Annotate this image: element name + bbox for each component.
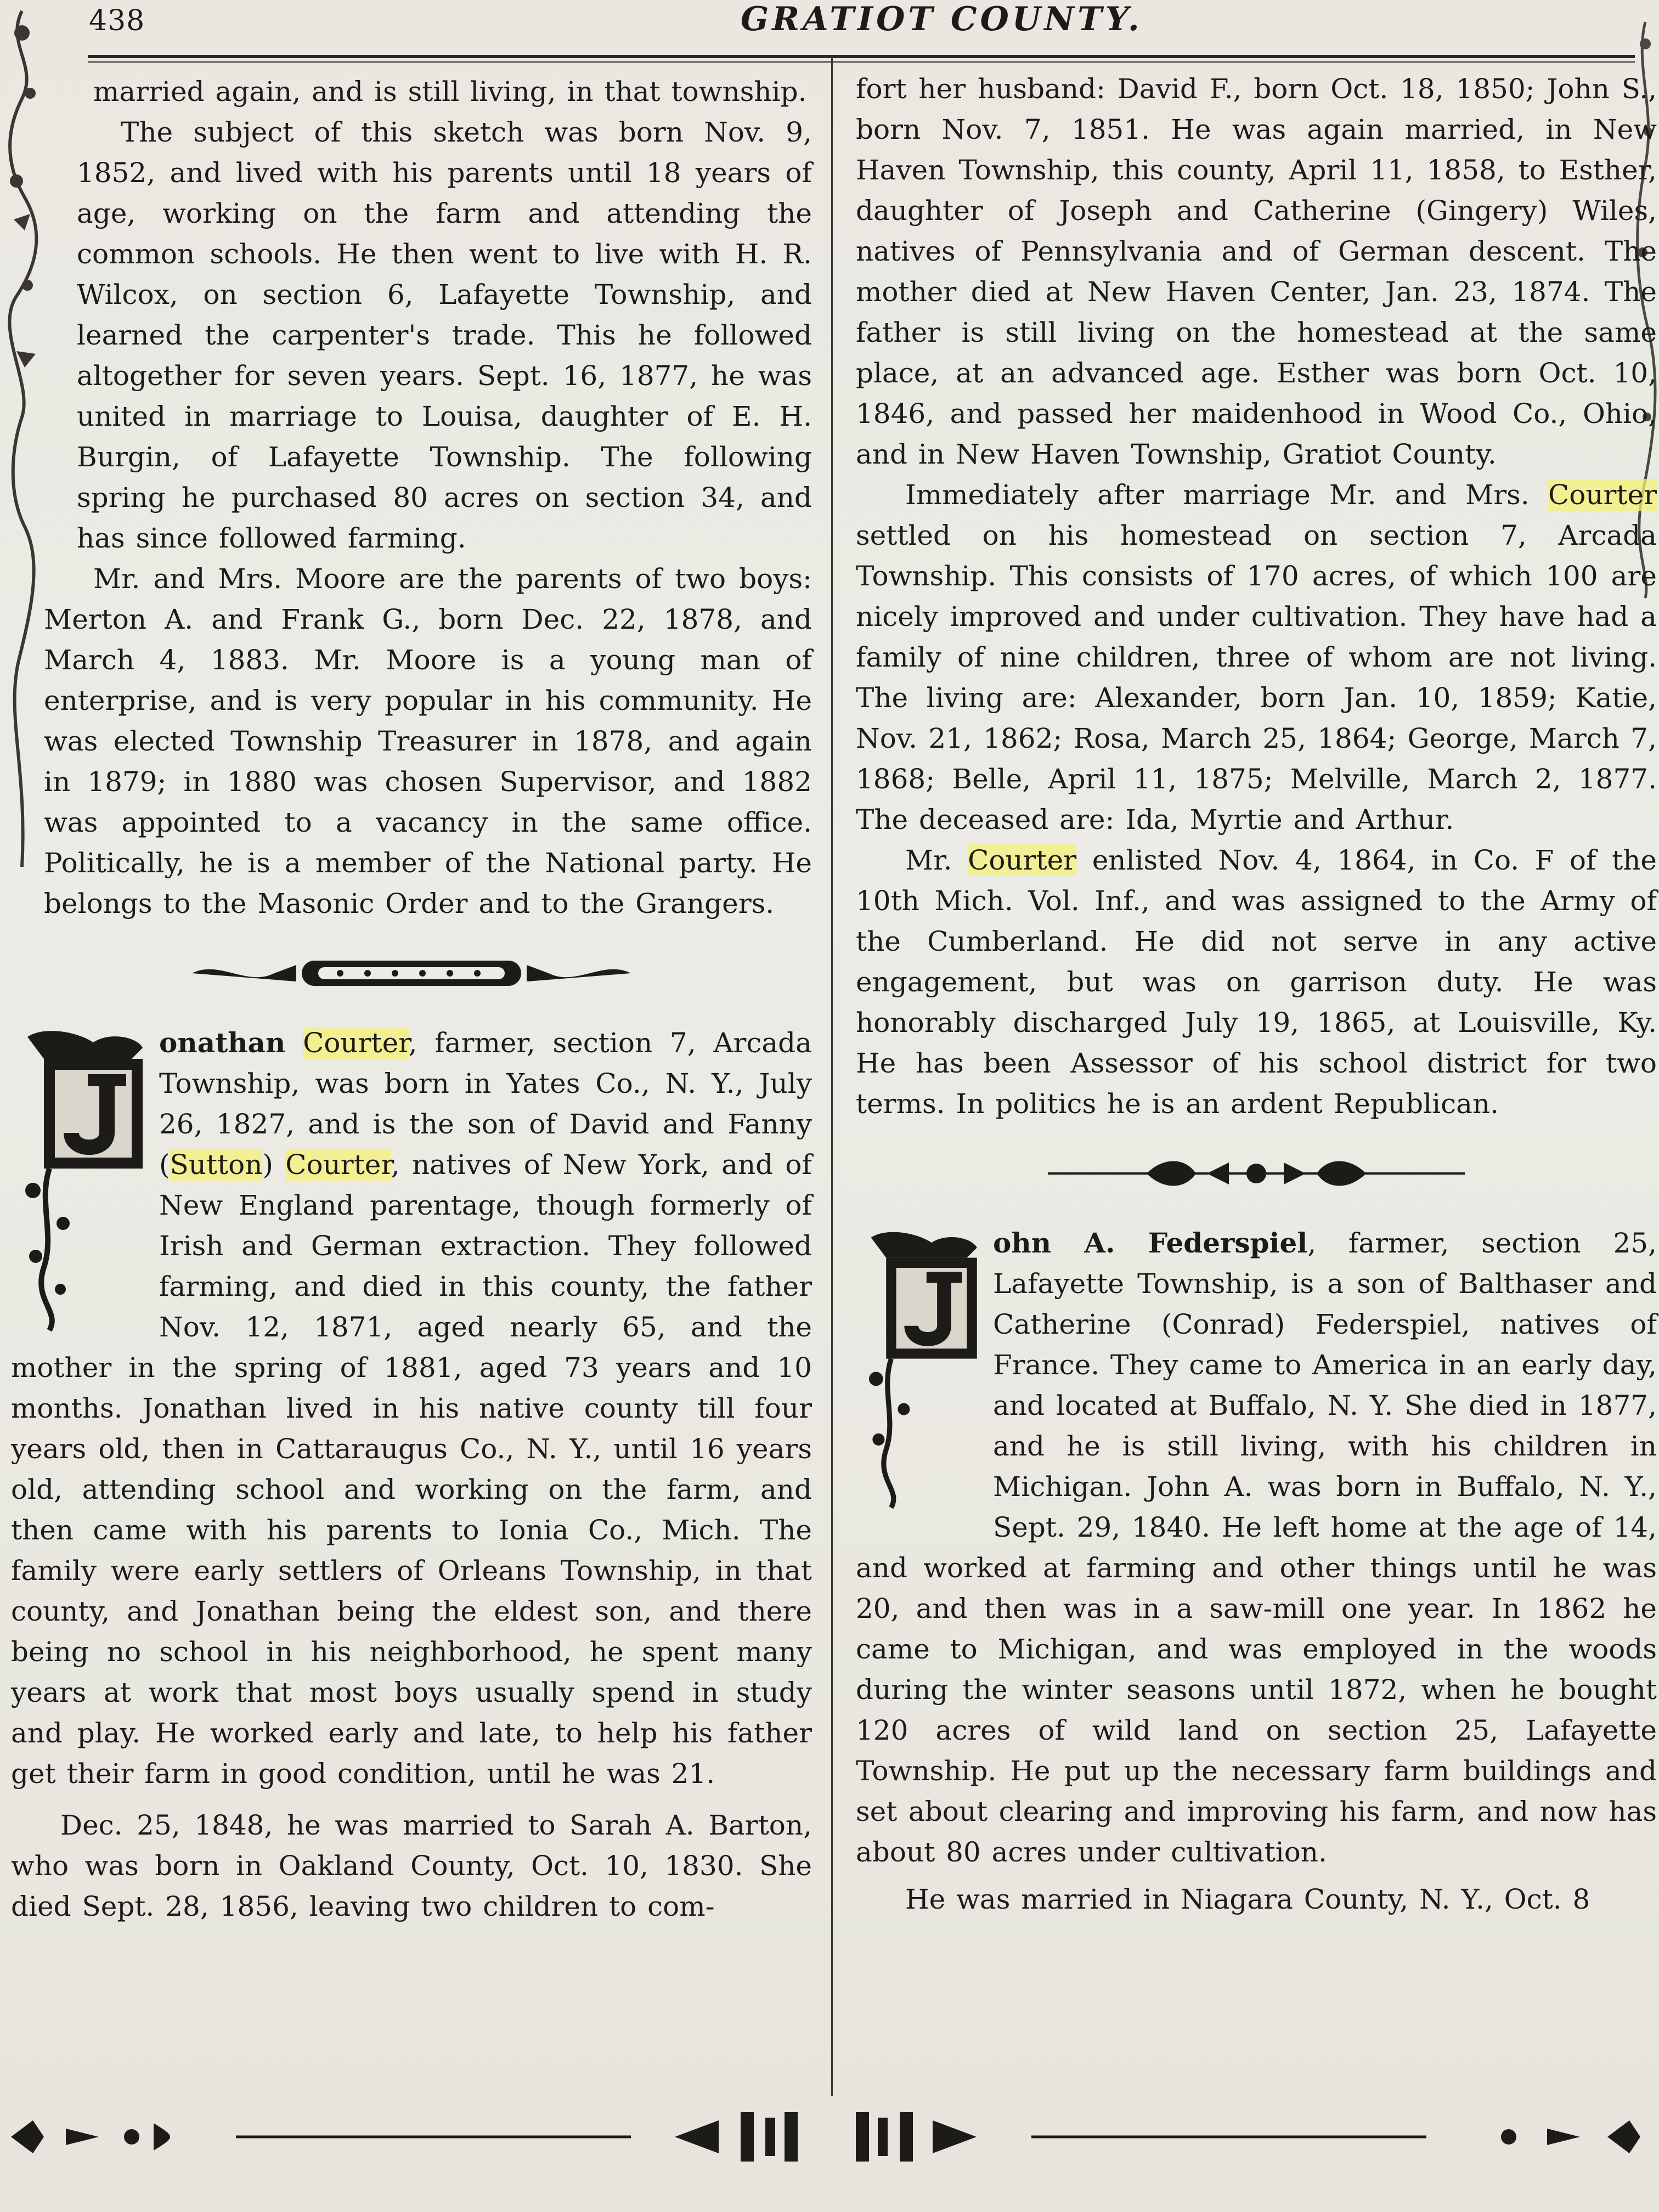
courter-entry (11, 1023, 812, 1794)
drop-cap-j (11, 1026, 148, 1333)
section-divider-ornament-right (856, 1124, 1657, 1223)
surname-highlight: Courter (303, 1027, 409, 1059)
vine-divider-icon (1042, 1152, 1470, 1195)
surname-highlight-4: Courter (968, 844, 1077, 876)
entry-name-federspiel: ohn A. Federspiel (993, 1227, 1308, 1259)
page-header (82, 0, 1618, 44)
header-rule-thin (88, 61, 1635, 63)
federspiel-intro-text: , farmer, section 25, Lafayette Township, is a son of Balthaser and Catherine (Conrad) Federspiel, natives of France. They came to America in an early day, and located at Buffalo, N. Y. She died in 1877, and he is still living, with his children in Michigan. John A. was born in Buffalo, N. Y., Sept. 29, 1840. He left home at the age of 14, and worked at farming and other things until he was 20, and then was in a saw-mill one year. In 1862 he came to Michigan, and was employed in the woods during the winter seasons until 1872, when he bought 120 acres of wild land on section 25, Lafayette Township. He put up the necessary farm buildings and set about clearing and improving his farm, and now has about 80 acres under cultivation. (856, 1227, 1657, 1868)
courter-intro-text-b: ) (262, 1149, 286, 1181)
surname-highlight-3: Courter (1548, 479, 1657, 511)
right-paragraph-3 (856, 840, 1657, 1124)
footer-border-ornament (0, 2101, 1659, 2172)
courter-intro-text-c: , natives of New York, and of New England parentage, though formerly of Irish and German extraction. They followed farming, and died in this county, the father Nov. 12, 1871, aged nearly 65, and the mother in the spring of 1881, aged 73 years and 10 months. Jonathan lived in his native county till four years old, then in Cattaraugus Co., N. Y., until 16 years old, attending school and working on the farm, and then came with his parents to Ionia Co., Mich. The family were early settlers of Orleans Township, in that county, and Jonathan being the eldest son, and there being no school in his neighborhood, he spent many years at work that most boys usually spend in study and play. He worked early and late, to help his father get their farm in good condition, until he was 21. (11, 1149, 812, 1790)
federspiel-entry (856, 1223, 1657, 1872)
right-paragraph-1: fort her husband: David F., born Oct. 18, 1850; John S., born Nov. 7, 1851. He was again married, in New Haven Township, this county, April 11, 1858, to Esther, daughter of Joseph and Catherine (Gingery) Wiles, natives of Pennsylvania and of German descent. The mother died at New Haven Center, Jan. 23, 1874. The father is still living on the homestead at the same place, at an advanced age. Esther was born Oct. 10, 1846, and passed her maidenhood in Wood Co., Ohio, and in New Haven Township, Gratiot County. (856, 73, 1657, 470)
entry-name-first: onathan (159, 1026, 286, 1059)
right-p2-text-b: settled on his homestead on section 7, Arcada Township. This consists of 170 acres, of which 100 are nicely improved and under cultivation. They have had a family of nine children, three of whom are not living. The living are: Alexander, born Jan. 10, 1859; Katie, Nov. 21, 1862; Rosa, March 25, 1864; George, March 7, 1868; Belle, April 11, 1875; Melville, March 2, 1877. The deceased are: Ida, Myrtie and Arthur. (856, 520, 1657, 836)
surname-highlight-2: Courter (285, 1149, 391, 1181)
column-divider (831, 55, 833, 2096)
header-rule (88, 55, 1635, 58)
right-paragraph-2 (856, 475, 1657, 840)
page-number: 438 (89, 4, 145, 37)
running-head: GRATIOT COUNTY. (741, 0, 1143, 38)
ornamental-initial-j-2-icon (856, 1226, 982, 1511)
ornamental-initial-j-icon (11, 1026, 148, 1333)
right-p2-text-a: Immediately after marriage Mr. and Mrs. (905, 479, 1548, 511)
maiden-name-highlight: Sutton (170, 1149, 263, 1181)
left-column (11, 71, 812, 1927)
left-paragraph-3: Mr. and Mrs. Moore are the parents of two boys: Merton A. and Frank G., born Dec. 22, 1878, and March 4, 1883. Mr. Moore is a young man of enterprise, and is very popular in his community. He was elected Township Treasurer in 1878, and again in 1879; in 1880 was chosen Supervisor, and 1882 was appointed to a vacancy in the same office. Politically, he is a member of the National party. He belongs to the Masonic Order and to the Grangers. (44, 563, 812, 919)
courter-intro-text-a: , farmer, section 7, Arcada Township, was born in Yates Co., N. Y., July 26, 1827, and is the son of David and Fanny ( (159, 1027, 812, 1181)
right-p3-text-b: enlisted Nov. 4, 1864, in Co. F of the 10th Mich. Vol. Inf., and was assigned to the Army of the Cumberland. He did not serve in any active engagement, but was on garrison duty. He was honorably discharged July 19, 1865, at Louisville, Ky. He has been Assessor of his school district for two terms. In politics he is an ardent Republican. (856, 844, 1657, 1120)
left-paragraph-2: The subject of this sketch was born Nov. 9, 1852, and lived with his parents until 18 years of age, working on the farm and attending the common schools. He then went to live with H. R. Wilcox, on section 6, Lafayette Township, and learned the carpenter's trade. This he followed altogether for seven years. Sept. 16, 1877, he was united in marriage to Louisa, daughter of E. H. Burgin, of Lafayette Township. The following spring he purchased 80 acres on section 34, and has since followed farming. (77, 116, 812, 554)
drop-cap-j-2 (856, 1226, 982, 1511)
scroll-ornament-icon (187, 949, 636, 998)
federspiel-marriage-paragraph: He was married in Niagara County, N. Y., Oct. 8 (905, 1883, 1590, 1915)
right-column (856, 69, 1657, 1920)
courter-marriage-paragraph: Dec. 25, 1848, he was married to Sarah A. Barton, who was born in Oakland County, Oct. 10, 1830. She died Sept. 28, 1856, leaving two children to com- (11, 1809, 812, 1922)
section-divider-ornament (11, 924, 812, 1023)
left-paragraph-1: married again, and is still living, in that township. (93, 76, 807, 108)
right-p3-text-a: Mr. (905, 844, 968, 876)
